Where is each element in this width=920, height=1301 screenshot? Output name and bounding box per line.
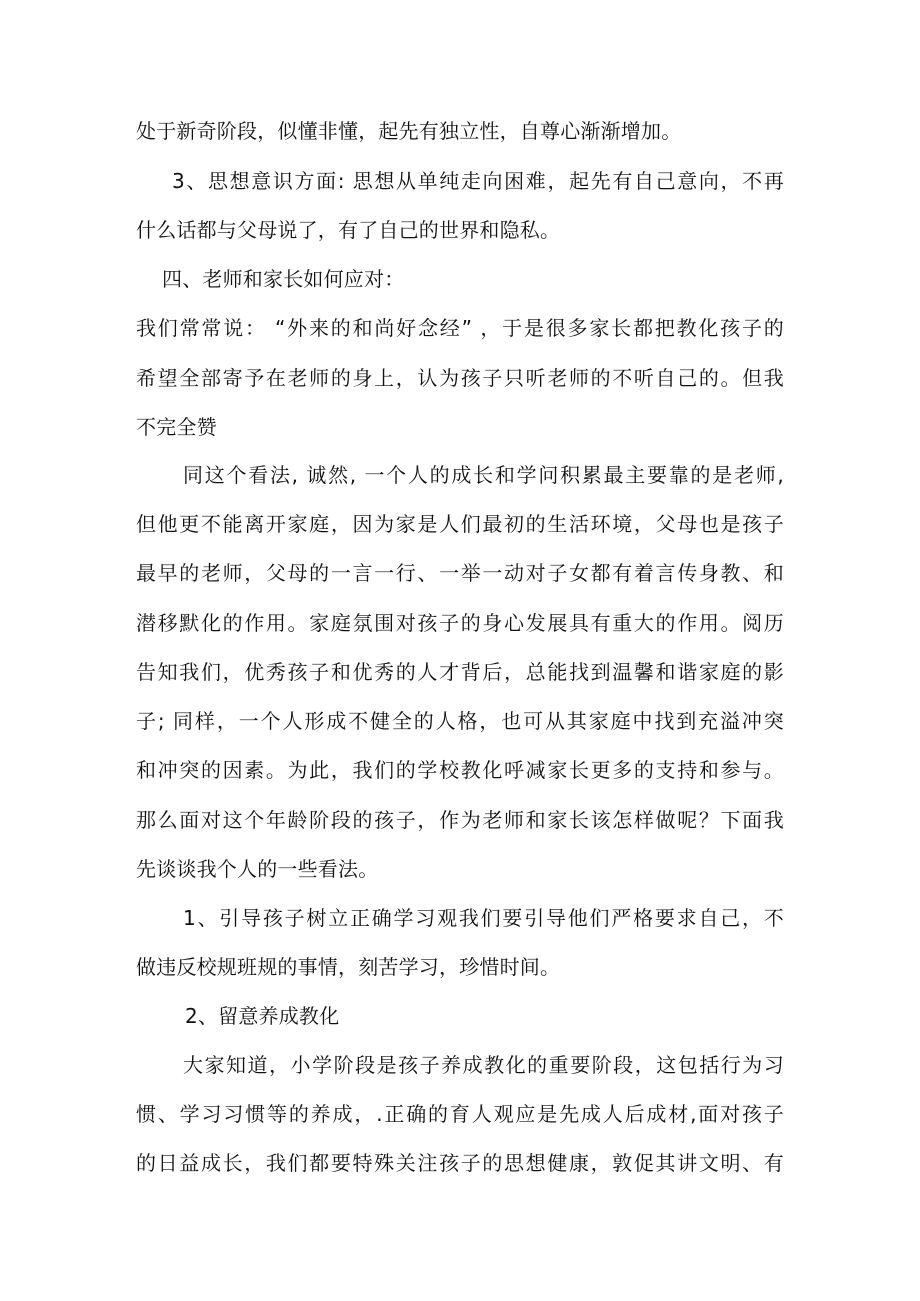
text-line: 1、引导孩子树立正确学习观我们要引导他们严格要求自己，不 [183,906,784,930]
text-line: 不完全赞 [136,415,217,439]
text-line: 惯、学习习惯等的养成，.正确的育人观应是先成人后成材,面对孩子 [136,1102,784,1126]
text-line: 希望全部寄予在老师的身上，认为孩子只听老师的不听自己的。但我 [136,366,784,390]
text-line: 先谈谈我个人的一些看法。 [136,857,379,881]
section-heading: 四、老师和家长如何应对： [162,267,405,291]
text-line: 我们常常说： “外来的和尚好念经” ，于是很多家长都把教化孩子的 [136,316,784,340]
text-line: 和冲突的因素。为此，我们的学校教化呼减家长更多的支持和参与。 [136,758,784,782]
text-line: 的日益成长，我们都要特殊关注孩子的思想健康，敦促其讲文明、有 [136,1151,784,1175]
text-line: 同这个看法, 诚然, 一个人的成长和学问积累最主要靠的是老师, [183,463,784,487]
text-line: 最早的老师，父母的一言一行、一举一动对子女都有着言传身教、和 [136,561,784,585]
text-line: 处于新奇阶段，似懂非懂，起先有独立性，自尊心渐渐增加。 [136,119,682,143]
text-line: 大家知道，小学阶段是孩子养成教化的重要阶段，这包括行为习 [183,1053,784,1077]
text-line: 但他更不能离开家庭，因为家是人们最初的生活环境，父母也是孩子 [136,512,784,536]
text-line: 做违反校规班规的事情，刻苦学习，珍惜时间。 [136,955,561,979]
text-line: 3、思想意识方面: 思想从单纯走向困难，起先有自己意向，不再 [172,169,784,193]
text-line: 什么话都与父母说了，有了自己的世界和隐私。 [136,218,561,242]
text-line: 子; 同样，一个人形成不健全的人格，也可从其家庭中找到充溢冲突 [136,709,784,733]
text-line: 潜移默化的作用。家庭氛围对孩子的身心发展具有重大的作用。阅历 [136,611,784,635]
text-line: 告知我们，优秀孩子和优秀的人才背后，总能找到温馨和谐家庭的影 [136,660,784,684]
section-heading: 2、留意养成教化 [185,1004,340,1028]
text-line: 那么面对这个年龄阶段的孩子，作为老师和家长该怎样做呢？下面我 [136,808,784,832]
